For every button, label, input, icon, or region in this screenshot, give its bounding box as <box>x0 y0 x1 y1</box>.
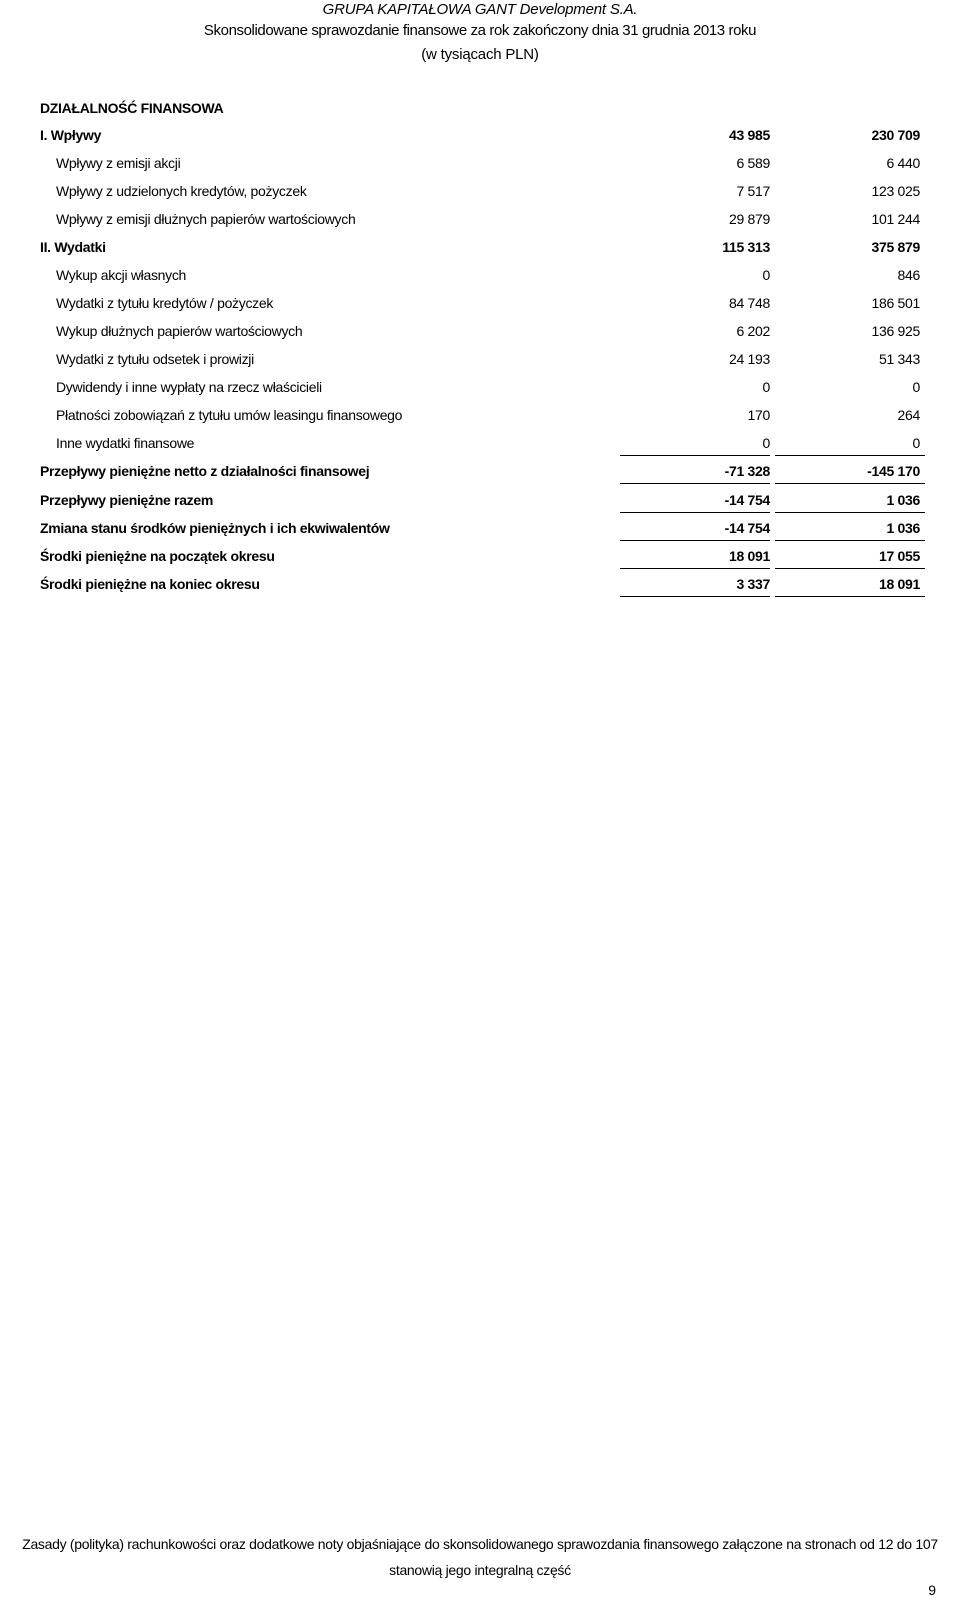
company-name: GRUPA KAPITAŁOWA GANT Development S.A. <box>322 1 638 18</box>
cell-border <box>775 596 925 597</box>
value-2012: 18 091 <box>878 576 920 592</box>
page-header <box>0 0 960 68</box>
value-2012: 1 036 <box>886 520 920 536</box>
table-row <box>0 211 960 233</box>
cell-border <box>620 483 770 484</box>
value-2013: 29 879 <box>728 211 770 227</box>
cell-border <box>775 455 925 456</box>
value-2012: 6 440 <box>886 155 920 171</box>
row-label: Środki pieniężne na koniec okresu <box>40 576 260 592</box>
row-label: Wykup dłużnych papierów wartościowych <box>56 323 303 339</box>
table-row <box>0 407 960 429</box>
footer-note: Zasady (polityka) rachunkowości oraz dodatkowe noty objaśniające do skonsolidowanego sprawozdania finansowego załączone na stronach od 12 do 107 <box>22 1536 938 1552</box>
table-row <box>0 463 960 485</box>
value-2013: 18 091 <box>728 548 770 564</box>
cell-border <box>775 540 925 541</box>
table-row <box>0 548 960 570</box>
table-row <box>0 492 960 514</box>
table-row <box>0 267 960 289</box>
table-row <box>0 576 960 598</box>
value-2012: 51 343 <box>878 351 920 367</box>
row-label: II. Wydatki <box>40 239 106 255</box>
value-2012: 375 879 <box>871 239 920 255</box>
value-2012: 230 709 <box>871 127 920 143</box>
value-2013: -14 754 <box>724 492 770 508</box>
value-2013: 84 748 <box>728 295 770 311</box>
value-2013: -71 328 <box>724 463 770 479</box>
value-2013: 0 <box>762 267 770 283</box>
value-2013: 7 517 <box>736 183 770 199</box>
table-row <box>0 435 960 457</box>
row-label: Wykup akcji własnych <box>56 267 187 283</box>
row-label: Wpływy z udzielonych kredytów, pożyczek <box>56 183 307 199</box>
page-number: 9 <box>928 1582 936 1598</box>
table-row <box>0 323 960 345</box>
cell-border <box>775 483 925 484</box>
table-row <box>0 379 960 401</box>
table-row <box>0 295 960 317</box>
row-label: Środki pieniężne na początek okresu <box>40 548 275 564</box>
row-label: Przepływy pieniężne netto z działalności finansowej <box>40 463 370 479</box>
value-2012: 136 925 <box>871 323 920 339</box>
row-label: Wpływy z emisji dłużnych papierów wartościowych <box>56 211 356 227</box>
row-label: Wydatki z tytułu odsetek i prowizji <box>56 351 254 367</box>
row-label: Wpływy z emisji akcji <box>56 155 181 171</box>
value-2012: 846 <box>897 267 920 283</box>
value-2012: 101 244 <box>871 211 920 227</box>
value-2012: 0 <box>912 379 920 395</box>
currency-units: (w tysiącach PLN) <box>421 46 539 63</box>
cell-border <box>620 455 770 456</box>
value-2012: -145 170 <box>867 463 920 479</box>
table-row <box>0 351 960 373</box>
cell-border <box>620 540 770 541</box>
value-2013: 3 337 <box>736 576 770 592</box>
report-subtitle: Skonsolidowane sprawozdanie finansowe za rok zakończony dnia 31 grudnia 2013 roku <box>203 22 757 39</box>
value-2013: -14 754 <box>724 520 770 536</box>
value-2013: 24 193 <box>728 351 770 367</box>
value-2013: 6 589 <box>736 155 770 171</box>
row-label: Wydatki z tytułu kredytów / pożyczek <box>56 295 274 311</box>
cell-border <box>775 568 925 569</box>
footer-note-continued: stanowią jego integralną część <box>389 1562 571 1578</box>
value-2013: 43 985 <box>728 127 770 143</box>
row-label: I. Wpływy <box>40 127 102 143</box>
row-label: Zmiana stanu środków pieniężnych i ich ekwiwalentów <box>40 520 390 536</box>
table-row <box>0 520 960 542</box>
section-title: DZIAŁALNOŚĆ FINANSOWA <box>40 100 224 116</box>
row-label: Dywidendy i inne wypłaty na rzecz właścicieli <box>56 379 322 395</box>
value-2013: 115 313 <box>722 239 770 255</box>
row-label: Inne wydatki finansowe <box>56 435 195 451</box>
value-2012: 123 025 <box>871 183 920 199</box>
value-2013: 0 <box>762 379 770 395</box>
value-2012: 264 <box>897 407 920 423</box>
table-row <box>0 127 960 149</box>
table-row <box>0 239 960 261</box>
value-2013: 6 202 <box>736 323 770 339</box>
cell-border <box>620 568 770 569</box>
cell-border <box>775 512 925 513</box>
table-row <box>0 183 960 205</box>
cell-border <box>620 596 770 597</box>
value-2012: 17 055 <box>878 548 920 564</box>
value-2012: 0 <box>912 435 920 451</box>
value-2013: 0 <box>762 435 770 451</box>
row-label: Przepływy pieniężne razem <box>40 492 214 508</box>
table-row <box>0 155 960 177</box>
value-2012: 186 501 <box>871 295 920 311</box>
cell-border <box>620 512 770 513</box>
value-2013: 170 <box>747 407 770 423</box>
row-label: Płatności zobowiązań z tytułu umów leasingu finansowego <box>56 407 403 423</box>
value-2012: 1 036 <box>886 492 920 508</box>
